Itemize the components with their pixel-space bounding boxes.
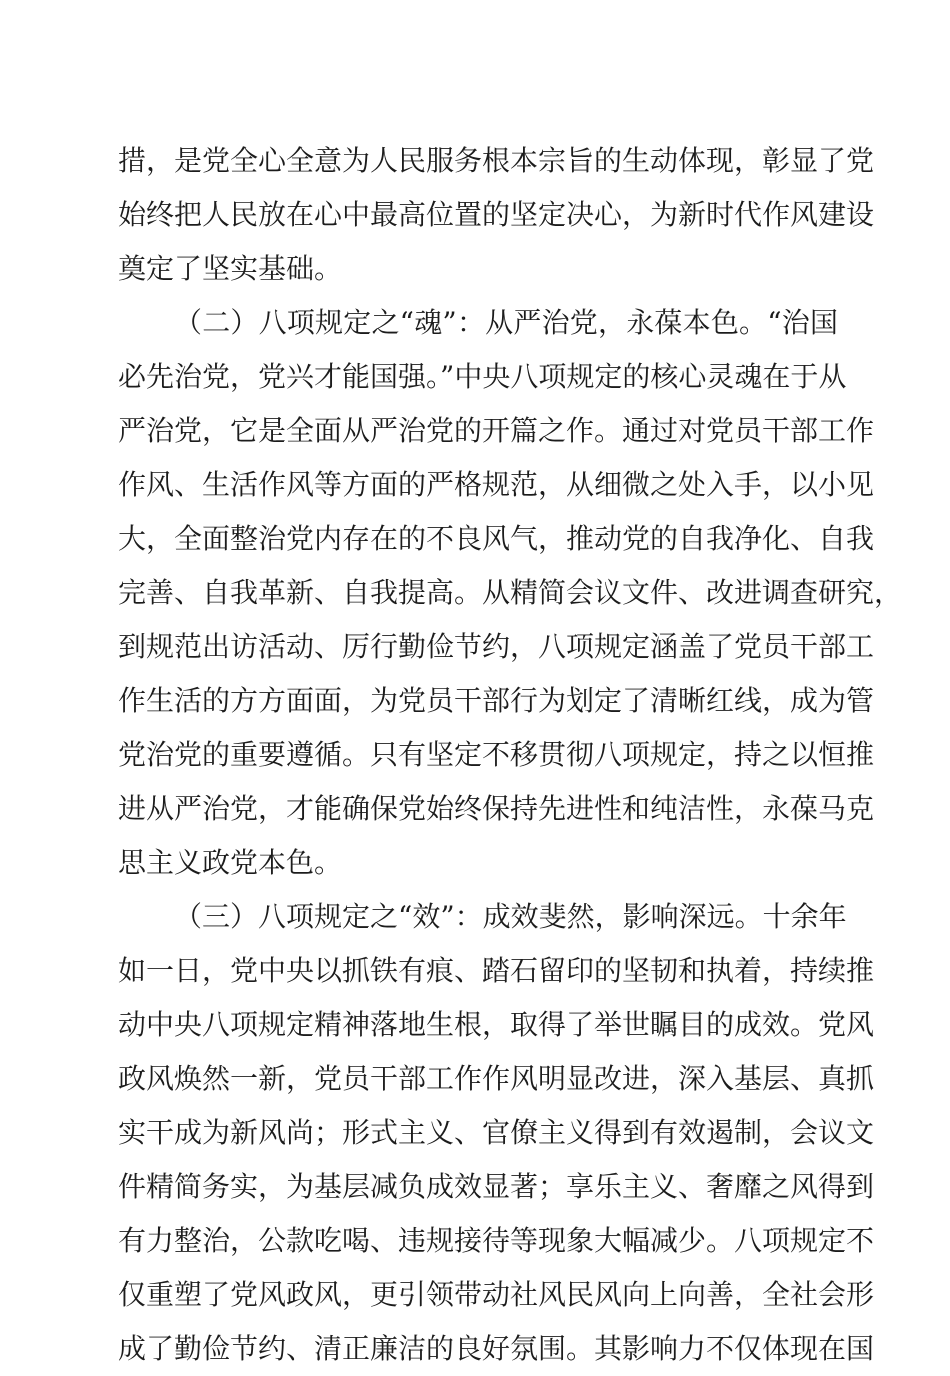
text-line: 件精简务实，为基层减负成效显著；享乐主义、奢靡之风得到 <box>118 1170 875 1203</box>
text-line: 动中央八项规定精神落地生根，取得了举世瞩目的成效。党风 <box>118 1008 875 1041</box>
text-line: 完善、自我革新、自我提高。从精简会议文件、改进调查研究， <box>118 576 903 609</box>
text-line: 进从严治党，才能确保党始终保持先进性和纯洁性，永葆马克 <box>118 792 875 825</box>
text-line: 仅重塑了党风政风，更引领带动社风民风向上向善，全社会形 <box>118 1278 875 1311</box>
text-line: 思主义政党本色。 <box>118 846 343 879</box>
text-line: 有力整治，公款吃喝、违规接待等现象大幅减少。八项规定不 <box>118 1224 875 1257</box>
text-line: 奠定了坚实基础。 <box>118 252 343 285</box>
text-line: 政风焕然一新，党员干部工作作风明显改进，深入基层、真抓 <box>118 1062 875 1095</box>
text-line: 党治党的重要遵循。只有坚定不移贯彻八项规定，持之以恒推 <box>118 738 875 771</box>
section-heading-line: （二）八项规定之“魂”：从严治党，永葆本色。“治国 <box>174 306 838 339</box>
text-line: 措，是党全心全意为人民服务根本宗旨的生动体现，彰显了党 <box>118 144 875 177</box>
text-line: 大，全面整治党内存在的不良风气，推动党的自我净化、自我 <box>118 522 875 555</box>
text-line: 始终把人民放在心中最高位置的坚定决心，为新时代作风建设 <box>118 198 875 231</box>
text-line: 成了勤俭节约、清正廉洁的良好氛围。其影响力不仅体现在国 <box>118 1332 875 1365</box>
text-line: 作生活的方方面面，为党员干部行为划定了清晰红线，成为管 <box>118 684 875 717</box>
text-line: 严治党，它是全面从严治党的开篇之作。通过对党员干部工作 <box>118 414 875 447</box>
text-line: 作风、生活作风等方面的严格规范，从细微之处入手，以小见 <box>118 468 875 501</box>
section-heading-line: （三）八项规定之“效”：成效斐然，影响深远。十余年 <box>174 900 847 933</box>
text-line: 到规范出访活动、厉行勤俭节约，八项规定涵盖了党员干部工 <box>118 630 875 663</box>
text-line: 必先治党，党兴才能国强。”中央八项规定的核心灵魂在于从 <box>118 360 847 393</box>
text-line: 实干成为新风尚；形式主义、官僚主义得到有效遏制，会议文 <box>118 1116 875 1149</box>
text-line: 如一日，党中央以抓铁有痕、踏石留印的坚韧和执着，持续推 <box>118 954 875 987</box>
